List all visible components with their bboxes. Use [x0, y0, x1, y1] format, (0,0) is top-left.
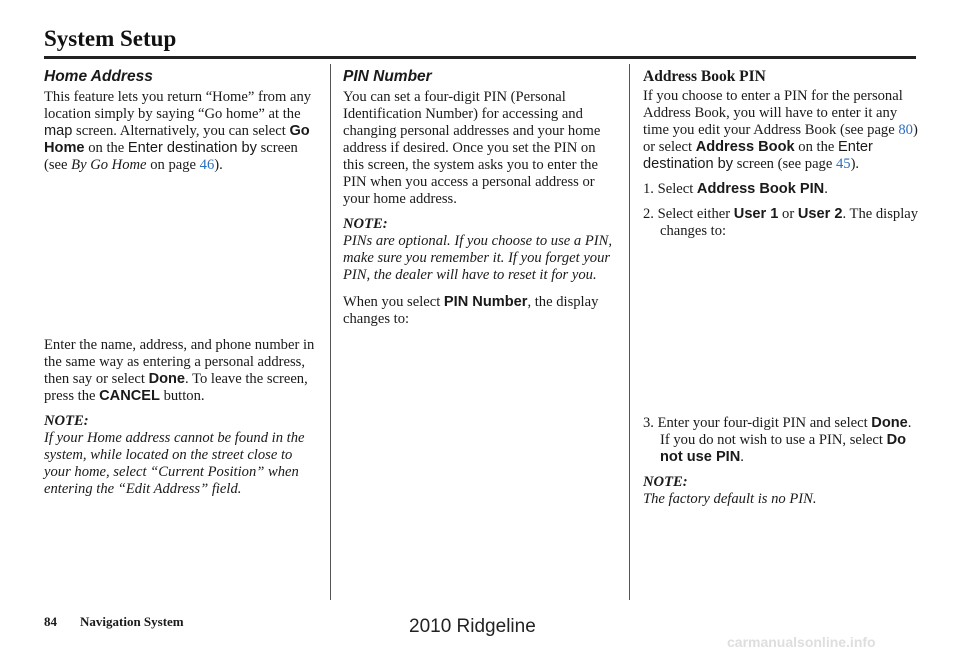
note-text: The factory default is no PIN. [643, 491, 817, 507]
paragraph: You can set a four-digit PIN (Personal Identification Number) for accessing and changing personal addresses and your home address if desired. Once you set the PIN on this screen, the system asks you to enter the PIN when you access a personal address or your home address. [343, 89, 601, 207]
step-item: 3. Enter your four-digit PIN and select Done. If you do not wish to use a PIN, select Do not use PIN. [643, 415, 912, 465]
ui-term: User 1 [733, 206, 779, 222]
column-address-book-pin [643, 68, 923, 518]
figure-space [643, 248, 923, 415]
step-list [643, 415, 923, 466]
note-heading: NOTE: [643, 474, 688, 490]
section-heading: Home Address [44, 68, 153, 85]
note-text: If your Home address cannot be found in the system, while located on the street close to your home, select “Current Position” when entering the “Edit Address” field. [44, 430, 305, 497]
ui-term: Done [148, 371, 186, 387]
column-home-address [44, 68, 316, 508]
watermark: 2010 Ridgeline [409, 616, 536, 637]
ui-term: Do not use PIN [660, 432, 907, 465]
ui-term: Done [871, 415, 908, 431]
step-list [643, 181, 923, 240]
ui-term: Address Book PIN [696, 181, 825, 197]
ui-term: Address Book [695, 139, 795, 155]
header-rule [44, 56, 916, 59]
ui-term: Enter destination by [643, 139, 873, 172]
step-item: 1. Select Address Book PIN. [643, 181, 828, 197]
section-heading: PIN Number [343, 68, 432, 85]
page-title: System Setup [44, 26, 177, 51]
section-name: Navigation System [80, 614, 184, 629]
note-heading: NOTE: [343, 216, 388, 232]
page-link[interactable]: 46 [199, 157, 215, 173]
page-link[interactable]: 45 [835, 156, 851, 172]
step-item: 2. Select either User 1 or User 2. The display changes to: [643, 206, 919, 239]
reference: By Go Home [71, 157, 147, 173]
paragraph: If you choose to enter a PIN for the personal Address Book, you will have to enter it any time you edit your Address Book (see page 80) or select Address Book on the Enter destination by screen (see page 45). [643, 88, 918, 172]
note-text: PINs are optional. If you choose to use a PIN, make sure you remember it. If you forget your PIN, the dealer will have to reset it for you. [343, 233, 613, 283]
section-heading: Address Book PIN [643, 68, 766, 85]
figure-space [44, 182, 316, 337]
ui-term: PIN Number [443, 294, 528, 310]
ui-term: map [44, 123, 73, 139]
ui-term: Go Home [44, 123, 310, 156]
page-number: 84 [44, 614, 57, 629]
column-divider [330, 64, 331, 600]
page-link[interactable]: 80 [898, 122, 913, 138]
paragraph: When you select PIN Number, the display changes to: [343, 294, 599, 327]
ui-term: CANCEL [99, 388, 160, 404]
column-divider [629, 64, 630, 600]
column-pin-number [343, 68, 619, 336]
paragraph: This feature lets you return “Home” from any location simply by saying “Go home” at the map screen. Alternatively, you can select Go Home on the Enter destination by screen (see By Go Home on page 46). [44, 89, 312, 173]
paragraph: Enter the name, address, and phone number in the same way as entering a personal address, then say or select Done. To leave the screen, press the CANCEL button. [44, 337, 315, 404]
note-heading: NOTE: [44, 413, 89, 429]
ui-term: User 2 [797, 206, 843, 222]
ui-term: Enter destination by [127, 140, 257, 156]
site-watermark: carmanualsonline.info [727, 634, 876, 650]
